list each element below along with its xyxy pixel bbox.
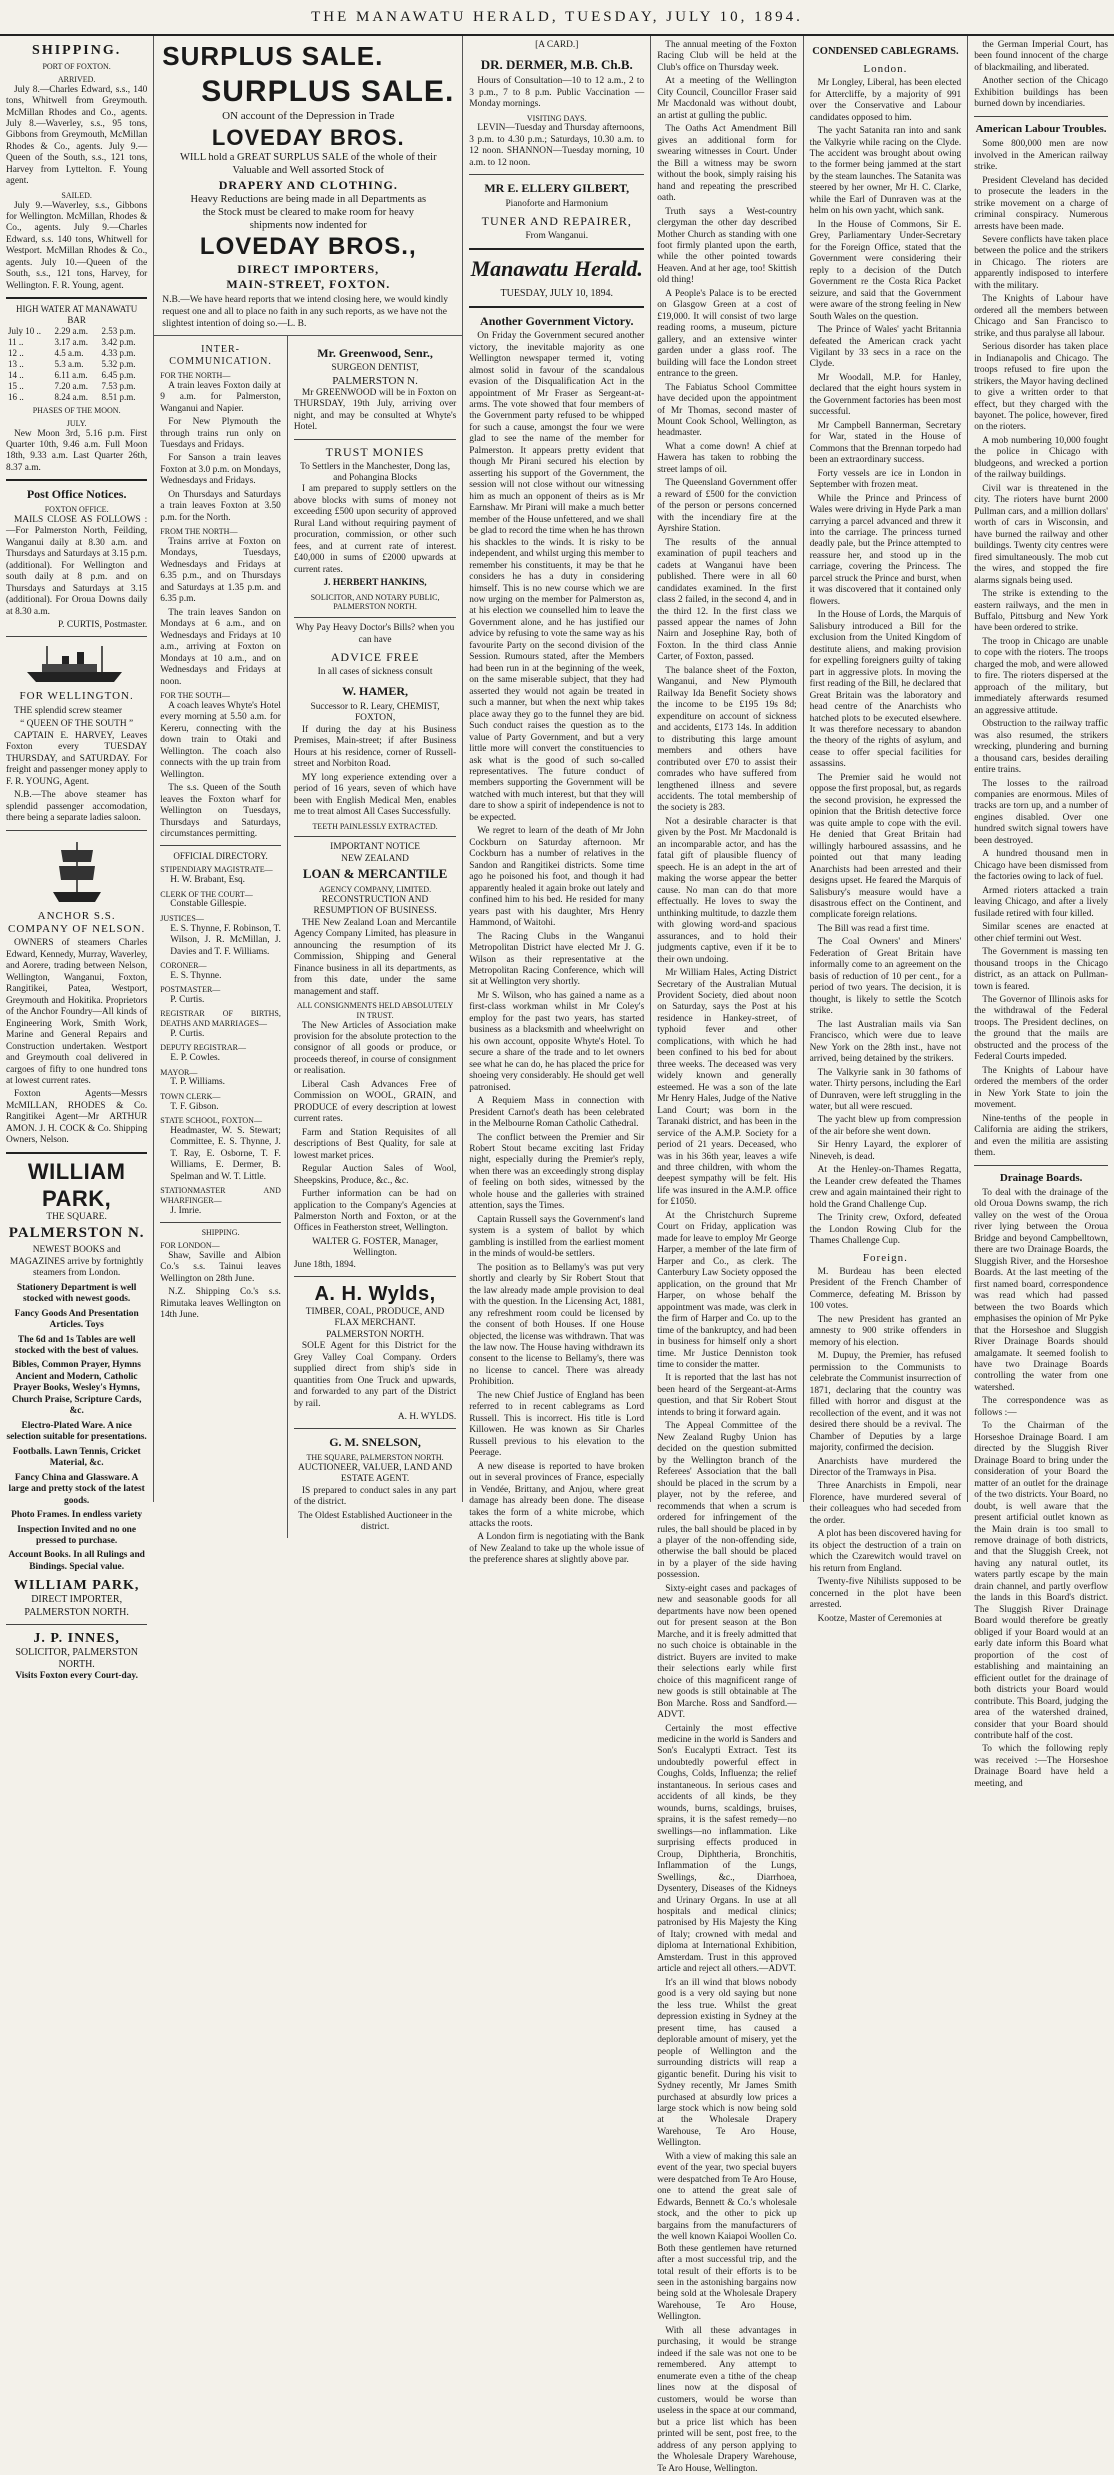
from-north-items <box>160 537 281 688</box>
article-paragraph: Captain Russell says the Government's land system is a system of ballot by which gambling is instilled from the earliest moment in the minds of would-be settlers. <box>469 1214 645 1260</box>
north-item: For New Plymouth the through trains run only on Tuesdays and Fridays. <box>160 417 281 450</box>
william-park-line: Fancy Goods And Presentation Articles. Toys <box>14 1308 139 1331</box>
william-park-line: Photo Frames. In endless variety <box>11 1510 143 1521</box>
official-value: T. F. Gibson. <box>170 1101 219 1112</box>
london-paragraph: The Prince of Wales' yacht Britannia defeated the American crack yacht Vigilant by 33 secs in a race on the Clyde. <box>809 325 962 370</box>
drapery-line: DRAPERY AND CLOTHING. <box>218 177 398 192</box>
moon-month: JULY. <box>66 418 87 428</box>
news-paragraph: What a come down! A chief at Hawera has taken to robbing the street lamps of oil. <box>657 441 797 475</box>
london-heading: London. <box>863 62 908 75</box>
tide-row <box>6 337 147 348</box>
tide-row <box>6 392 147 403</box>
tide-cell-am: 7.20 a.m. <box>54 381 88 392</box>
american-paragraph: Nine-tenths of the people in California are aiding the strikers, and even the militia are assisting them. <box>974 1113 1108 1159</box>
tide-cell-day: 11 .. <box>8 337 24 348</box>
london-paragraph: In the House of Lords, the Marquis of Salisbury introduced a Bill for the exclusion from the United Kingdom of destitute aliens, and making provision for expelling foreigners guilty of taking part in aggressive plots. In moving the first reading of the Bill, he declared that Great Britain was the laboratory and head centre of the Anarchists who hatched plots to be executed elsewhere. It was therefore necessary to abandon the theory of the rights of asylum, and cease to offer special facilities for assassins. <box>809 610 962 770</box>
dermer-title: DR. DERMER, M.B. Ch.B. <box>480 57 633 73</box>
william-park-footer-title: DIRECT IMPORTER, PALMERSTON NORTH. <box>24 1594 129 1618</box>
moon-title: PHASES OF THE MOON. <box>32 406 121 416</box>
news-paragraph: With all these advantages in purchasing, it would be strange indeed if the sale was not one to be remembered. Any attempt to enumerate even a tithe of the cheap lines now at the disposal of customers, would be worse than useless in the space at our command, but a price list which has been printed will be sent, post free, to the address of any person applying to the Wholesale Drapery Warehouse, Te Aro House, Wellington. <box>657 2325 797 2474</box>
london-paragraph: The Trinity crew, Oxford, defeated the London Rowing Club for the Thames Challenge Cup. <box>809 1213 962 1247</box>
arrived-text: July 8.—Charles Edward, s.s., 140 tons, Whitwell from Greymouth. McMillan Rhodes and Co., agents. July 8.—Waverley, s.s., 95 tons, Gibbons from Greymouth, McMillan Rhodes & Co., agents. July 9.—Queen of the South, s.s., 121 tons, Harvey from Lyttelton. F. Young agent. <box>6 84 148 187</box>
foreign-paragraph: Three Anarchists in Empoli, near Florence, have murdered several of their colleagues who had seceded from the order. <box>809 1481 962 1526</box>
nz-body: THE New Zealand Loan and Mercantile Agency Company Limited, has pleasure in announcing the resumption of its Commission, Shipping and General Finance business in all its departments, as from this date, under the same management and staff. <box>293 917 457 997</box>
shipping-item: N.Z. Shipping Co.'s s.s. Rimutaka leaves Wellington on 14th June. <box>160 1287 281 1320</box>
drainage-paragraph: To which the following reply was received :—The Horseshoe Drainage Board have held a meeting, and <box>974 1744 1108 1789</box>
news-paragraph: The Queensland Government offer a reward of £500 for the conviction of the person or persons concerned with the incendiary fire at the Ayrshire Station. <box>657 478 797 535</box>
column-american <box>968 36 1114 1789</box>
tide-row <box>6 370 147 381</box>
post-office-sign: P. CURTIS, Postmaster. <box>57 619 148 630</box>
news-paragraph: The Appeal Committee of the New Zealand Rugby Union has decided on the question submitted by the Wellington branch of the Referees' Association that the ball should be placed in the scrum by a player, not by the referee, and recommends that when a scrum is ordered for infringement of the rules, the ball should be placed in by a player of the non-offending side, otherwise the ball should be placed in by a player of the side having possession. <box>657 1421 797 1581</box>
south-items <box>160 701 281 841</box>
london-paragraph: Mr Campbell Bannerman, Secretary for War, stated in the House of Commons that the Brennan torpedo had been an extraordinary success. <box>809 420 962 466</box>
american-paragraph: Similar scenes are enacted at other chief termini out West. <box>974 922 1108 944</box>
tide-cell-am: 2.29 a.m. <box>54 326 88 337</box>
foreign-paragraph: Twenty-five Nihilists supposed to be concerned in the plot have been arrested. <box>809 1577 962 1611</box>
anchor-agents: Foxton Agents—Messrs McMILLAN, RHODES & Co. Rangitikei Agent—Mr ARTHUR AMON. J. H. COCK & Co. Shipping Owners, Nelson. <box>6 1089 148 1146</box>
news-paragraph: Not a desirable character is that given by the Post. Mr Macdonald is an incomparable actor, and has the fatal gift of plausible fluency of speech. He is an adept in the art of making the worse appear the better cause. No man can do that more effectually. He loves to sway the unthinking multitude, to dazzle them with glowing word-and spacious assurances, and to hold their judgments captive, even if it be to their own undoing. <box>657 816 797 965</box>
ads-subcolumns <box>154 336 462 1538</box>
article-paragraph: The position as to Bellamy's was put very shortly and clearly by Sir Robert Stout that the law already made ample provision to deal with the question. In the Licensing Act, 1881, any refreshment room could be licensed by the consent of both Houses. If one House objected, the license was withdrawn. That was the law now. The House having withdrawn its consent to the license to Bellamy's, there was no license to cancel. There was already Prohibition. <box>469 1262 645 1388</box>
snelson-title: G. M. SNELSON, <box>329 1435 421 1450</box>
loan-title: LOAN & MERCANTILE <box>302 866 448 882</box>
tuner-title: TUNER AND REPAIRER, <box>481 214 632 229</box>
foreign-body <box>810 1267 962 1625</box>
sailing-ship-icon <box>47 836 107 906</box>
william-park-square: THE SQUARE. <box>46 1212 107 1223</box>
north-item: A train leaves Foxton daily at 9 a.m. for Palmerston, Wanganui and Napier. <box>160 380 281 414</box>
tide-cell-am: 5.3 a.m. <box>54 359 84 370</box>
column-editorial <box>463 36 651 1566</box>
farm-body: Farm and Station Requisites of all descriptions of Best Quality, for sale at lowest market prices. <box>293 1127 457 1161</box>
agency-line: AGENCY COMPANY, LIMITED. <box>318 885 432 895</box>
visiting-body: LEVIN—Tuesday and Thursday afternoons, 3 p.m. to 4.30 p.m.; Saturdays, 10.30 a.m. to 12 noon. SHANNON—Tuesday morning, 10 a.m. to 12 noon. <box>469 123 645 168</box>
london-paragraph: While the Prince and Princess of Wales were driving in Hyde Park a man carrying a parcel advanced and threw it into the carriage. The princess turned deadly pale, but the Prince attempted to reassure her, and stood up in the carriage, covering the Princess. The parcel struck the Prince and burst, when it was discovered that it contained only flowers. <box>809 493 962 607</box>
tide-cell-pm: 3.42 p.m. <box>101 337 136 348</box>
shipping2-title: SHIPPING. <box>201 1228 240 1238</box>
william-park-line: Bibles, Common Prayer, Hymns Ancient and Modern, Catholic Prayer Books, Wesley's Hymns, Church Praise, Scripture Cards, &c. <box>11 1360 142 1417</box>
american-paragraph: A hundred thousand men in Chicago have been dismissed from the factories owing to lack of fuel. <box>974 849 1108 883</box>
importers-line: DIRECT IMPORTERS, <box>237 261 380 276</box>
article-paragraph: A new disease is reported to have broken out in several provinces of France, especially in Vendée, Brittany, and Anjou, where great damage has already been done. The disease takes the form of a white microbe, which attacks the roots. <box>469 1461 645 1529</box>
tuner-from: From Wanganui. <box>525 231 589 242</box>
tide-cell-day: 13 .. <box>8 359 24 370</box>
official-label: JUSTICES— <box>160 913 204 923</box>
official-label: MAYOR— <box>160 1067 198 1077</box>
south-item: A coach leaves Whyte's Hotel every morning at 5.50 a.m. for Kereru, connecting with the down train to Otaki and Wellington. The coach also connects with the up train from Wellington. <box>160 700 281 780</box>
surplus-title-2: SURPLUS SALE. <box>201 74 455 108</box>
port-title: PORT OF FOXTON. <box>42 62 111 72</box>
american-paragraph: Civil war is threatened in the city. The rioters have burnt 2000 Pullman cars, and a million dollars' worth of cars in Wisconsin, and have burned the railway and other buildings. Twenty city centres were fired simultaneously. The mob cut the wires, and stopped the fire alarms signals being used. <box>974 483 1108 586</box>
hamer-sub: Successor to R. Leary, CHEMIST, FOXTON, <box>310 701 440 724</box>
recon-line: RECONSTRUCTION AND RESUMPTION OF BUSINESS. <box>313 894 437 917</box>
american-paragraph: The losses to the railroad companies are enormous. Miles of tracks are torn up, and a number of engines disabled. Over one hundred switch signal towers have been destroyed. <box>974 778 1108 846</box>
visiting-title: VISITING DAYS. <box>526 113 587 123</box>
drainage-paragraph: To the Chairman of the Horseshoe Drainage Board. I am directed by the Sluggish River Drainage Board to bring under the consideration of your Board the matter of an outlet for the drainage of the two districts. Your Board, no doubt, is well aware that the present artificial outlet known as the Main drain is too small to remove drainage of both districts, and that the Sluggish Creek, not having any natural outlet, its waters partly escape by the main drain channel, and partly overflow the lands in this Board's district. The Sluggish River Drainage Board would therefore be greatly obliged if your Board would at an early date inform this Board what proportion of the cost of establishing and maintaining an efficient outlet for the drainage of both districts your Board would contribute. This Board, judging the area of the watershed drained, consider that your Board should contribute half of the cost. <box>974 1421 1108 1741</box>
hamer-body-2: MY long experience extending over a period of 16 years, seven of which have been with English Medical Men, enables me to treat almost All Cases Successfully. <box>293 772 457 818</box>
palmerston-line: PALMERSTON N. <box>332 374 418 387</box>
foster-date: June 18th, 1894. <box>293 1259 356 1270</box>
sailed-label: SAILED. <box>61 190 92 200</box>
innes-note: Visits Foxton every Court-day. <box>15 1671 138 1682</box>
official-value: H. W. Brabant, Esq. <box>170 875 246 886</box>
column-intercommunication <box>154 336 288 1538</box>
german-paras <box>974 40 1108 111</box>
official-label: STIPENDIARY MAGISTRATE— <box>160 865 273 875</box>
news-paragraph: At a meeting of the Wellington City Council, Councillor Fraser said Mr Macdonald was without doubt, an artist at gulling the public. <box>657 76 797 121</box>
post-office-title: Post Office Notices. <box>26 487 127 502</box>
news-paragraph: The results of the annual examination of pupil teachers and cadets at Wanganui have been published. There were in all 60 candidates examined. In the first class 2 failed, in the second 4, and in the third 12. In the first class we passed appear the names of John Nairn and Josephine Ray, both of Foxton. In the third class Annie Carter, of Foxton, passed. <box>657 537 797 663</box>
tide-cell-day: 15 .. <box>8 381 24 392</box>
column-shipping <box>0 36 154 1682</box>
will-hold: WILL hold a GREAT SURPLUS SALE of the whole of their Valuable and Well assorted Stock of <box>179 152 437 177</box>
reductions: Heavy Reductions are being made in all Departments as the Stock must be cleared to make room for heavy shipments now indented for <box>190 193 427 231</box>
tide-cell-am: 4.5 a.m. <box>54 348 84 359</box>
from-north-label: FROM THE NORTH— <box>160 527 238 537</box>
london-paragraph: At the Henley-on-Thames Regatta, the Leander crew defeated the Thames crew and again maintained their right to hold the Grand Challenge Cup. <box>809 1165 962 1210</box>
regular-body: Regular Auction Sales of Wool, Sheepskins, Produce, &c., &c. <box>293 1164 457 1186</box>
foreign-paragraph: Anarchists have murdered the Director of the Tramways in Pisa. <box>809 1456 962 1478</box>
loveday-nb: N.B.—We have heard reports that we intend closing here, we would kindly request one and all to place no faith in any such reports, as we have not the slightest intention of doing so.—L. B. <box>162 294 449 329</box>
tides-title: HIGH WATER AT MANAWATU BAR <box>16 304 138 326</box>
london-paragraph: The Premier said he would not oppose the first proposal, but, as regards the second provision, he expressed the opinion that the British detective force was quite ample to cope with the evil. He denied that Great Britain had willingly harboured assassins, and he pointed out that many leading Anarchists had been arrested and their designs upset. He feared the Marquis of Salisbury's measure would have a disastrous effect on the Continent, and complicate foreign relations. <box>809 772 962 921</box>
innes-name: J. P. INNES, <box>33 1630 120 1646</box>
article-paragraph: On Friday the Government secured another victory, the inevitable majority as one Wellington newspaper termed it, voting almost solid in favour of the scandalous evasion of the Disqualification Act in the appointment of Mr Fraser as Sergeant-at-arms. The vote showed that four members of the Government party refused to be whipped for such a cause, amongst the four we were glad to see the name of the member for Palmerston. It appears pretty evident that though Mr Pirani secured his election by asserting his support of the Government, the session will not close without our witnessing him as much an opponent of theirs as is Mr Earnshaw. Mr Pirani will make a much better member of the House unfettered, and we shall be glad to record the time when he has thrown his shackles to the winds. It is risky to be independent, and whilst urging this member to remember his constituents, it may be that he considers he has a duty in considering himself. This is no new course which we are now urging on the member for Palmerston as, at his election we counselled him to leave the Government alone, and he has justified our advice by refusing to vote the same way as his favourite Party on the second division of the Session. Rumours stated, after the Members had been run in at the beginning of the week, on the same miserable subject, that they had asserted they would not again be treated in such a manner, but when the next whip takes place away they go to the funnel they are bid. Such conduct raises the question as to the value of Party Government, and but a very little more will convert the constituencies to ask what is the good of such so-called representatives. The future conduct of members supporting the Government will be watched with much interest, but that they will dare to show a spirit of independence is not to be expected. <box>469 331 645 823</box>
london-label: FOR LONDON— <box>160 1240 220 1250</box>
american-paragraph: Severe conflicts have taken place between the police and the strikers in Chicago. The rioters are apparently indisposed to interfere with the military. <box>974 234 1108 291</box>
official-label: STATIONMASTER AND WHARFINGER— <box>160 1186 281 1205</box>
american-paragraph: The Knights of Labour have ordered the members of the order in New York State to join the movement. <box>974 1065 1108 1111</box>
consign-line: ALL CONSIGNMENTS HELD ABSOLUTELY IN TRUST. <box>296 1001 454 1020</box>
tide-cell-pm: 4.33 p.m. <box>101 348 136 359</box>
tide-cell-day: 16 .. <box>8 392 24 403</box>
anchor-body: OWNERS of steamers Charles Edward, Kennedy, Murray, Waverley, and Aorere, trading between Nelson, Wellington, Wanganui, Foxton, Rangitikei, Patea, Westport, Greymouth and Hokitika. Proprietors of the Anchor Foundry—All kinds of Engineering Work, Smith Work, Marine and General Repairs and Construction undertaken. Westport and Greymouth coal delivered in cargoes of fifty to one hundred tons at lowest current rates. <box>6 938 148 1086</box>
american-paragraph: The Governor of Illinois asks for the withdrawal of the Federal troops. The President declines, on the ground that the mails are obstructed and the process of the Federal Courts impeded. <box>974 994 1108 1063</box>
news-paragraph: A People's Palace is to be erected on Glasgow Green at a cost of £19,000. It will consist of two large reading rooms, a museum, picture gallery, and an extensive winter garden under a glass roof. The building will face the London street entrance to the green. <box>657 288 797 380</box>
wylds-body: SOLE Agent for this District for the Grey Valley Coal Company. Orders supplied direct from ship's side in quantities from One Truck and upwards, and forwarded to any part of the District by rail. <box>293 1341 457 1409</box>
official-label: STATE SCHOOL, FOXTON— <box>160 1116 262 1126</box>
north-item: On Thursdays and Saturdays a train leaves Foxton at 3.50 p.m. for the North. <box>160 489 281 523</box>
cablegrams-title: CONDENSED CABLEGRAMS. <box>812 46 959 57</box>
official-value: J. Imrie. <box>170 1205 202 1216</box>
article-paragraph: The new Chief Justice of England has been referred to in recent cablegrams as Lord Russell. This is incorrect. His title is Lord Killowen. He was known as Sir Charles Russell previous to his elevation to the Peerage. <box>469 1390 645 1459</box>
article-paragraph: A Requiem Mass in connection with President Carnot's death has been celebrated in the Melbourne Roman Catholic Cathedral. <box>469 1096 645 1130</box>
news-paragraph: Mr William Hales, Acting District Secretary of the Australian Mutual Provident Society, died about noon on Saturday, says the Post at his residence in Hankey-street, of typhoid fever and other complications, with which he had been confined to his bed for about three weeks. The deceased was very widely known and generally esteemed. He was a son of the late Mr Henry Hales, Judge of the Native Land Court; was born in the Taranaki district, and has been in the service of the A.M.P. Society for a period of 21 years. Deceased, who was in his 36th year, leaves a wife and three children, with whom the deepest sympathy will be felt. His life was insured in the A.M.P. office for £1050. <box>657 968 797 1208</box>
foreign-paragraph: M. Dupuy, the Premier, has refused permission to the Communists to celebrate the Communist insurrection of 1871, declaring that the country was filled with horror and disgust at the recollection of the event, and it was not desired there should be a revival. The Chamber of Deputies by a large majority, confirmed the decision. <box>809 1351 962 1454</box>
tide-row <box>6 348 147 359</box>
article-title: Another Government Victory. <box>480 313 634 328</box>
loveday-title: LOVEDAY BROS. <box>211 124 405 150</box>
north-item: For Sanson a train leaves Foxton at 3.0 p.m. on Mondays, Wednesdays and Fridays. <box>160 453 281 487</box>
why-pay: Why Pay Heavy Doctor's Bills? when you can have <box>295 623 455 645</box>
hamer-body: If during the day at his Business Premises, Main-street; if after Business Hours at his residence, corner of Russell-street and Norbiton Road. <box>293 724 457 770</box>
american-paragraph: Obstruction to the railway traffic was also resumed, the strikers wrecking, plundering and burning a thousand cars, besides derailing entire trains. <box>974 719 1108 776</box>
hamer-name: W. HAMER, <box>342 684 409 699</box>
news-paragraph: The Oaths Act Amendment Bill gives an additional form for swearing witnesses in Court. Under the Bill a witness may be sworn without the book, simply raising his hand and repeating the prescribed oath. <box>657 124 797 204</box>
greenwood-title: Mr. Greenwood, Senr., <box>317 345 433 360</box>
snelson-sub: THE SQUARE, PALMERSTON NORTH. <box>306 1453 444 1463</box>
official-label: REGISTRAR OF BIRTHS, DEATHS AND MARRIAGES— <box>160 1009 281 1029</box>
herald-nameplate: Manawatu Herald. <box>470 255 643 281</box>
william-park-line: NEWEST BOOKS and MAGAZINES arrive by fortnightly steamers from London. <box>9 1245 144 1279</box>
foreign-paragraph: M. Burdeau has been elected President of the French Chamber of Commerce, defeating M. Brisson by 100 votes. <box>809 1267 962 1312</box>
trust-body: I am prepared to supply settlers on the above blocks with sums of money not exceeding £500 upon security of approved Rural Land without requiring payment of procuration, commission, or other such fees, and at current rate of interest. £40,000 in sums of £2000 upwards at current rates. <box>293 484 457 575</box>
article-paragraph: The conflict between the Premier and Sir Robert Stout became exciting last Friday night, especially during the Premier's reply, when there was an exceedingly strong display of feeling on both sides, witnessed by the whole house and the galleries with strained attention, says the Times. <box>469 1132 645 1212</box>
loveday-title-2: LOVEDAY BROS., <box>199 232 417 260</box>
official-label: CLERK OF THE COURT— <box>160 889 253 899</box>
william-park-footer-name: WILLIAM PARK, <box>13 1578 140 1594</box>
william-park-lines <box>6 1245 147 1573</box>
shipping-title: SHIPPING. <box>32 43 122 58</box>
drainage-body <box>974 1188 1108 1790</box>
london-paragraph: In the House of Commons, Sir E. Grey, Parliamentary Under-Secretary for the Foreign Office, stated that the Government were considering their reply to a decision of the Dutch Government re the Costa Rica Packet seizure, and said that the Government were aware of the strong feeling in New South Wales on the question. <box>809 219 962 322</box>
important-notice: IMPORTANT NOTICE <box>330 842 421 853</box>
cash-body: Liberal Cash Advances Free of Commission on WOOL, GRAIN, and PRODUCE of every description at lowest current rates. <box>293 1079 457 1125</box>
official-directory <box>160 865 281 1217</box>
assoc-body: The New Articles of Association make provision for the absolute protection to the consignor of all goods or produce, or proceeds thereof, in course of consignment or realisation. <box>293 1020 457 1077</box>
tide-row <box>6 381 147 392</box>
london-shipping <box>160 1251 281 1322</box>
william-park-line: Fancy China and Glassware. A large and pretty stock of the latest goods. <box>8 1472 145 1506</box>
william-park-line: Inspection Invited and no one pressed to purchase. <box>17 1524 137 1546</box>
official-label: TOWN CLERK— <box>160 1091 221 1101</box>
south-label: FOR THE SOUTH— <box>160 691 230 701</box>
from-north-item: Trains arrive at Foxton on Mondays, Tuesdays, Wednesdays and Fridays at 6.35 p.m., and on Thursdays and Saturdays at 1.35 p.m. and 6.35 p.m. <box>160 537 281 605</box>
gilbert-sub: Pianoforte and Harmonium <box>505 198 609 209</box>
snelson-body-2: IS prepared to conduct sales in any part of the district. <box>293 1485 457 1508</box>
official-value: T. P. Williams. <box>170 1077 226 1088</box>
timber-line: TIMBER, COAL, PRODUCE, AND FLAX MERCHANT. <box>305 1306 445 1329</box>
news-paragraph: The Fabiatus School Committee have decided upon the appointment of Mr Thomas, second master of Mount Cook School, Wellington, as headmaster. <box>657 382 797 439</box>
american-body <box>974 139 1108 1159</box>
william-park-town: PALMERSTON N. <box>8 1224 145 1241</box>
london-paragraph: The Coal Owners' and Miners' Federation of Great Britain have informally come to an agreement on the basis of reduction of 10 per cent., for a period of two years. The decision, it is thought, is likely to settle the Scotch strike. <box>809 937 962 1017</box>
tide-cell-pm: 6.45 p.m. <box>101 370 136 381</box>
wylds-sign: A. H. WYLDS. <box>397 1411 457 1422</box>
surgeon-line: SURGEON DENTIST, <box>331 363 419 374</box>
official-label: DEPUTY REGISTRAR— <box>160 1043 246 1053</box>
american-paragraph: Some 800,000 men are now involved in the American railway strike. <box>974 139 1108 173</box>
herald-date: TUESDAY, JULY 10, 1894. <box>500 288 614 300</box>
official-value: E. S. Thynne, F. Robinson, T. Wilson, J. R. McMillan, J. Davies and T. F. Williams. <box>170 923 281 957</box>
drainage-paragraph: To deal with the drainage of the old Oroua Downs swamp, the rich valley on the west of the Oroua river lying between the Oroua Bridge and beyond Campbelltown, there are two Drainage Boards, the Sluggish River, and the Horseshoe Boards. At the last meeting of the first named board, correspondence was read which had passed between the two Boards which emphasises the opinion of Mr Pyke that the Horseshoe and Sluggish River Drainage Boards should amalgamate. It seemed foolish to have two Drainage Boards controlling the water from one watershed. <box>974 1187 1108 1393</box>
from-north-item: The train leaves Sandon on Mondays at 6 a.m., and on Wednesdays and Fridays at 10 a.m., arriving at Foxton on Mondays at 10 a.m., and on Wednesdays and Fridays at noon. <box>160 607 281 687</box>
sickness-line: In all cases of sickness consult <box>317 666 433 677</box>
steamer-nb: N.B.—The above steamer has splendid passenger accomodation, there being a separate ladies saloon. <box>6 790 148 824</box>
south-item: The s.s. Queen of the South leaves the Foxton wharf for Wellington on Tuesdays, Thursdays and Saturdays, circumstances permitting. <box>160 783 281 839</box>
news-paragraph: It's an ill wind that blows nobody good is a very old saying but none the less true. Whilst the great depression existing in Sydney at the present time, has caused a deplorable amount of misery, yet the people of Wellington and the surrounding districts will reap a gigantic benefit. During his visit to Sydney recently, Mr James Smith purchased at absurdly low prices a large stock which is now being sold at the Wholesale Drapery Warehouse, Te Aro House, Wellington. <box>657 1977 797 2149</box>
news-paragraph: Truth says a West-country clergyman the other day described Mother Church as standing with one foot firmly planted upon the earth, while the other pointed towards Heaven. And at her age, too! Skittish old thing! <box>657 206 797 286</box>
tide-row <box>6 326 147 337</box>
london-body <box>810 78 962 1247</box>
american-title: American Labour Troubles. <box>975 122 1107 135</box>
arrived-label: ARRIVED. <box>57 74 96 84</box>
london-paragraph: Sir Henry Layard, the explorer of Nineveh, is dead. <box>809 1140 962 1162</box>
advice-free: ADVICE FREE <box>330 650 420 665</box>
news-paragraph: It is reported that the last has not been heard of the Sergeant-at-Arms question, and that Sir Robert Stout intends to bring it forward again. <box>657 1373 797 1418</box>
american-paragraph: Armed rioters attacked a train leaving Chicago, and after a lively fusilade retired with four killed. <box>974 885 1108 919</box>
tide-cell-am: 6.11 a.m. <box>54 370 88 381</box>
william-park-line: Electro-Plated Ware. A nice selection suitable for presentations. <box>6 1420 147 1443</box>
column-ads-wrapper <box>154 36 463 1533</box>
tide-cell-pm: 5.32 p.m. <box>101 359 136 370</box>
official-value: Headmaster, W. S. Stewart; Committee, E. S. Thynne, J. T. Ray, E. Osborne, T. F. Williams, E. Dermer, B. Spelman and W. T. Little. <box>170 1125 281 1182</box>
hankins-name: J. HERBERT HANKINS, <box>323 578 427 589</box>
trust-sub: To Settlers in the Manchester, Dong las, and Pohangina Blocks <box>300 461 451 483</box>
steamer-icon <box>22 642 132 686</box>
william-park-line: Account Books. In all Rulings and Bindings. Special value. <box>8 1550 145 1572</box>
for-wellington: FOR WELLINGTON. <box>19 690 134 703</box>
tide-cell-pm: 2.53 p.m. <box>101 326 136 337</box>
official-value: P. Curtis. <box>170 995 205 1005</box>
column-cablegrams <box>804 36 969 1624</box>
american-paragraph: A mob numbering 10,000 fought the police in Chicago with bludgeons, and wrecked a portion of the railway buildings. <box>974 435 1108 481</box>
article-paragraph: The Racing Clubs in the Wanganui Metropolitan District have elected Mr J. G. Wilson as their representative at the Metropolitan Racing Conference, which will sit at Wellington very shortly. <box>469 931 645 988</box>
further-body: Further information can be had on application to the Company's Agencies at Palmerston North and Foxton, or at the Offices in Featherston street, Wellington. <box>293 1189 457 1234</box>
column-dentist-ads <box>288 336 462 1538</box>
london-paragraph: The last Australian mails via San Francisco, which were due to leave New York on the 28th inst., have not arrived, being detained by the strikers. <box>809 1019 962 1065</box>
london-paragraph: Mr Woodall, M.P. for Hanley, declared that the eight hours system in the Government factories has been most successful. <box>809 372 962 418</box>
official-value: E. P. Cowles. <box>170 1053 221 1064</box>
tide-row <box>6 359 147 370</box>
dermer-hours: Hours of Consultation—10 to 12 a.m., 2 to 3 p.m., 7 to 8 p.m. Public Vaccination — Monday mornings. <box>469 76 645 110</box>
tide-cell-pm: 8.51 p.m. <box>101 392 136 403</box>
gilbert-title: MR E. ELLERY GILBERT, <box>484 181 630 196</box>
news-paragraph: With a view of making this sale an event of the year, two special buyers were despatched from Te Aro House, one to attend the great sale of Edwards, Bennett & Co.'s wholesale stock, and the other to pick up bargains from the manufacturers of the well known Kaiapoi Woollen Co. Both these gentlemen have returned after a most successful trip, and the total result of their efforts is to be seen in the astonishing bargains now being sold at the Wholesale Drapery Warehouse, Te Aro House, Wellington. <box>657 2151 797 2323</box>
london-paragraph: Mr Longley, Liberal, has been elected for Attercliffe, by a majority of 991 over the Conservative and Labour candidates opposed to him. <box>809 78 962 123</box>
london-paragraph: The Bill was read a first time. <box>817 923 930 934</box>
anchor-title: ANCHOR S.S. COMPANY OF NELSON. <box>7 909 146 935</box>
columns <box>0 36 1114 2474</box>
surplus-sale-ad <box>154 36 462 336</box>
article-paragraph: A London firm is negotiating with the Bank of New Zealand to take up the whole issue of the preference shares at slightly above par. <box>469 1532 645 1566</box>
tide-cell-day: 12 .. <box>8 348 24 359</box>
article-paragraph: We regret to learn of the death of Mr John Cockburn on Saturday afternoon. Mr Cockburn has a number of relatives in the Sandon and Rangitikei districts. Some time ago he poisoned his foot, and though it had apparently healed it again broke out lately and confined him to his bed. He resided for many years past with his daughter, Mrs Henry Hammond, of Waitohi. <box>469 826 645 929</box>
william-park-line: The 6d and 1s Tables are well stocked with the best of values. <box>14 1334 139 1356</box>
drainage-paragraph: The correspondence was as follows :— <box>974 1396 1108 1418</box>
tide-cell-am: 3.17 a.m. <box>54 337 88 348</box>
snelson-body: AUCTIONEER, VALUER, LAND AND ESTATE AGENT. <box>298 1462 453 1485</box>
depression-line: ON account of the Depression in Trade <box>222 110 395 122</box>
london-paragraph: The yacht blew up from compression of the air before she went down. <box>809 1115 962 1137</box>
card-label: [A CARD.] <box>535 40 579 50</box>
wylds-title: A. H. Wylds, <box>314 1283 436 1306</box>
foster-sign: WALTER G. FOSTER, Manager, Wellington. <box>312 1236 438 1259</box>
post-office-sub: FOXTON OFFICE. <box>44 505 109 515</box>
tide-cell-day: July 10 .. <box>8 326 42 337</box>
foreign-heading: Foreign. <box>862 1251 908 1264</box>
north-label: FOR THE NORTH— <box>160 370 231 380</box>
london-paragraph: The Valkyrie sank in 30 fathoms of water. Thirty persons, including the Earl of Dunraven, were left struggling in the water, but all were rescued. <box>809 1067 962 1112</box>
news-paragraph: At the Christchurch Supreme Court on Friday, application was made for leave to employ Mr George Harper, a member of the late firm of Harper and Co., as clerk. The Canterbury Law Society opposed the application, on the ground that Mr Harper, on whose behalf the appointment was made, was clerk in the firm of Harper and Co. up to the time of the bankruptcy, and had been in business for himself only a short time. Mr Justice Denniston took time to consider the matter. <box>657 1210 797 1370</box>
london-paragraph: The yacht Satanita ran into and sank the Valkyrie while racing on the Clyde. The accident was brought about owing to the former being jammed at the start by the steam launches. The Satanita was steered by her owner, Mr H. C. Clarke, while the Earl of Dunraven was at the helm on his own yacht, which sank. <box>809 126 962 217</box>
news-paragraph: Certainly the most effective medicine in the world is Sanders and Son's Eucalypti Extract. Test its undoubtedly powerful effect in Coughs, Colds, Influenza; the relief instantaneous. In serious cases and accidents of all kinds, be they wounds, burns, scaldings, bruises, sprains, it is the safest remedy—no swellings—no inflammation. Like surprising effects produced in Croup, Diphtheria, Bronchitis, Inflammation of the Lungs, Swellings, &c., Diarrhoea, Dysentery, Diseases of the Kidneys and Urinary Organs. In use at all hospitals and medical clinics; patronised by His Majesty the King of Italy; crowned with medal and diploma at International Exhibition, Amsterdam. Trust in this approved article and reject all others.—ADVT. <box>657 1723 797 1975</box>
article-paragraph: Mr S. Wilson, who has gained a name as a first-class workman whilst in Mr Coley's employ for the past two years, has started business as a blacksmith and wheelwright on his own account, opposite Whyte's Hotel. To secure a share of the trade and to let owners see what he can do, he has placed the price for shoeing very considerably. He should get well patronised. <box>469 990 645 1093</box>
north-items <box>160 381 281 525</box>
official-value: P. Curtis. <box>170 1028 205 1039</box>
american-paragraph: The troop in Chicago are unable to cope with the rioters. The troops charged the mob, and were allowed to fire. The rioters dispersed at the approach of the military, but immediately afterwards resumed an aggressive attitude. <box>974 636 1108 716</box>
tide-cell-pm: 7.53 p.m. <box>101 381 136 392</box>
inter-title: INTER-COMMUNICATION. <box>169 343 272 367</box>
trust-title: TRUST MONIES <box>325 444 425 459</box>
tide-table <box>6 326 147 403</box>
surplus-title-1: SURPLUS SALE. <box>162 41 384 71</box>
steamer-intro: THE splendid screw steamer <box>14 705 123 716</box>
news-paragraph: The annual meeting of the Foxton Racing Club will be held at the Club's office on Thursday week. <box>657 40 797 73</box>
official-label: POSTMASTER— <box>160 985 221 995</box>
foreign-paragraph: The new President has granted an amnesty to 900 strike offenders in memory of his election. <box>809 1314 962 1348</box>
tide-cell-am: 8.24 a.m. <box>54 392 88 403</box>
steamer-name: “ QUEEN OF THE SOUTH ” <box>20 719 134 730</box>
masthead: THE MANAWATU HERALD, TUESDAY, JULY 10, 1894. <box>0 0 1114 36</box>
foreign-paragraph: Kootze, Master of Ceremonies at <box>817 1613 942 1624</box>
official-value: Constable Gillespie. <box>170 899 247 910</box>
american-paragraph: Serious disorder has taken place in Indianapolis and Chicago. The troops refused to fire upon the strikers, the Mayor having declined to give a written order to that effect, but they charged with the bayonet. The police, however, fired on the rioters. <box>974 342 1108 433</box>
london-paragraph: Forty vessels are ice in London in September with frozen meat. <box>809 468 962 491</box>
official-label: CORONER— <box>160 961 207 971</box>
german-paragraph: Another section of the Chicago Exhibition buildings has been burned down by incendiaries. <box>974 76 1108 110</box>
american-paragraph: The Knights of Labour have ordered all the members between Chicago and San Francisco to strike, and thus paralyse all labour. <box>974 294 1108 339</box>
sailed-text: July 9.—Waverley, s.s., Gibbons for Wellington. McMillan, Rhodes & Co., agents. July 9.—Charles Edward, s.s. 140 tons, Whitwell for Westport. McMillan Rhodes & Co., agents. July 10.—Queen of the South, s.s., 121 tons, Harvey, for Wellington. F. R. Young, agent. <box>6 200 148 291</box>
local-news-body <box>657 40 796 2475</box>
greenwood-body: Mr GREENWOOD will be in Foxton on THURSDAY, 19th July, arriving over night, and may be consulted at Whyte's Hotel. <box>293 388 457 433</box>
post-office-body: MAILS CLOSE AS FOLLOWS :—For Palmerston North, Feilding, Wanganui daily at 8.30 a.m. and Thursdays and Saturdays at 3.15 p.m. (additional). For Wellington and south daily at 8 p.m. and on Thursdays and Saturdays at 3.15 (additional). For Oroua Downs daily at 8.30 a.m. <box>6 514 148 617</box>
american-paragraph: The Government is massing ten thousand troops in the Chicago district, as an attack on Pullman-town is feared. <box>974 947 1108 992</box>
innes-title: SOLICITOR, PALMERSTON NORTH. <box>15 1646 138 1671</box>
american-paragraph: President Cleveland has decided to prosecute the leaders in the strike movement on a charge of criminal conspiracy. Numerous arrests have been made. <box>974 175 1108 232</box>
teeth-line: TEETH PAINLESSLY EXTRACTED. <box>312 821 438 831</box>
william-park-name: WILLIAM PARK, <box>27 1158 126 1211</box>
article-body <box>469 331 644 1567</box>
hankins-sub: SOLICITOR, AND NOTARY PUBLIC, PALMERSTON NORTH. <box>310 592 440 612</box>
official-value: E. S. Thynne. <box>170 970 222 981</box>
steamer-body: CAPTAIN E. HARVEY, Leaves Foxton every TUESDAY THURSDAY, and SATURDAY. For freight and passenger money apply to F. R. YOUNG, Agent. <box>6 730 148 787</box>
american-paragraph: The strike is extending to the eastern railways, and the men in Buffalo, Pittsburg and New York have been ordered to strike. <box>974 589 1108 634</box>
news-paragraph: Sixty-eight cases and packages of new and seasonable goods for all departments have now been opened out for present season at the Bon Marche, and it is freely admitted that no such choice is obtainable in the district. Buyers are invited to make their selections early while first choice of this magnificent range of new goods is still obtainable at The Bon Marche. Ross and Sandford.—ADVT. <box>657 1583 797 1721</box>
nz-line: NEW ZEALAND <box>341 853 409 864</box>
column-local-news <box>651 36 803 2474</box>
german-paragraph: the German Imperial Court, has been found innocent of the charge of blackmailing, and liberated. <box>974 40 1108 73</box>
william-park-line: Footballs. Lawn Tennis, Cricket Material, &c. <box>12 1446 141 1469</box>
william-park-line: Stationery Department is well stocked with newest goods. <box>16 1282 137 1305</box>
news-paragraph: The balance sheet of the Foxton, Wanganui, and New Plymouth Railway Ida Benefit Society shows the income to be £195 19s 8d; expenditure on account of sickness and accidents, £173 14s. In addition to distributing this large amount members and others have contributed over £70 to assist their comrades who have suffered from lengthened illness and severe accidents. The total membership of the society is 283. <box>657 665 797 814</box>
palm-north-line: PALMERSTON NORTH. <box>326 1329 425 1340</box>
moon-phases: New Moon 3rd, 5.16 p.m. First Quarter 10th, 9.46 a.m. Full Moon 18th, 9.33 a.m. Last Quarter 26th, 8.37 a.m. <box>6 428 148 473</box>
shipping-item: Shaw, Saville and Albion Co.'s s.s. Tainui leaves Wellington on 28th June. <box>160 1250 281 1284</box>
street-line: MAIN-STREET, FOXTON. <box>226 276 391 291</box>
foreign-paragraph: A plot has been discovered having for its object the destruction of a train on which the Czarewitch would travel on his return from England. <box>809 1529 962 1574</box>
official-title: OFFICIAL DIRECTORY. <box>173 851 268 862</box>
tide-cell-day: 14 .. <box>8 370 24 381</box>
snelson-foot: The Oldest Established Auctioneer in the district. <box>298 1510 452 1533</box>
drainage-title: Drainage Boards. <box>999 1171 1083 1184</box>
